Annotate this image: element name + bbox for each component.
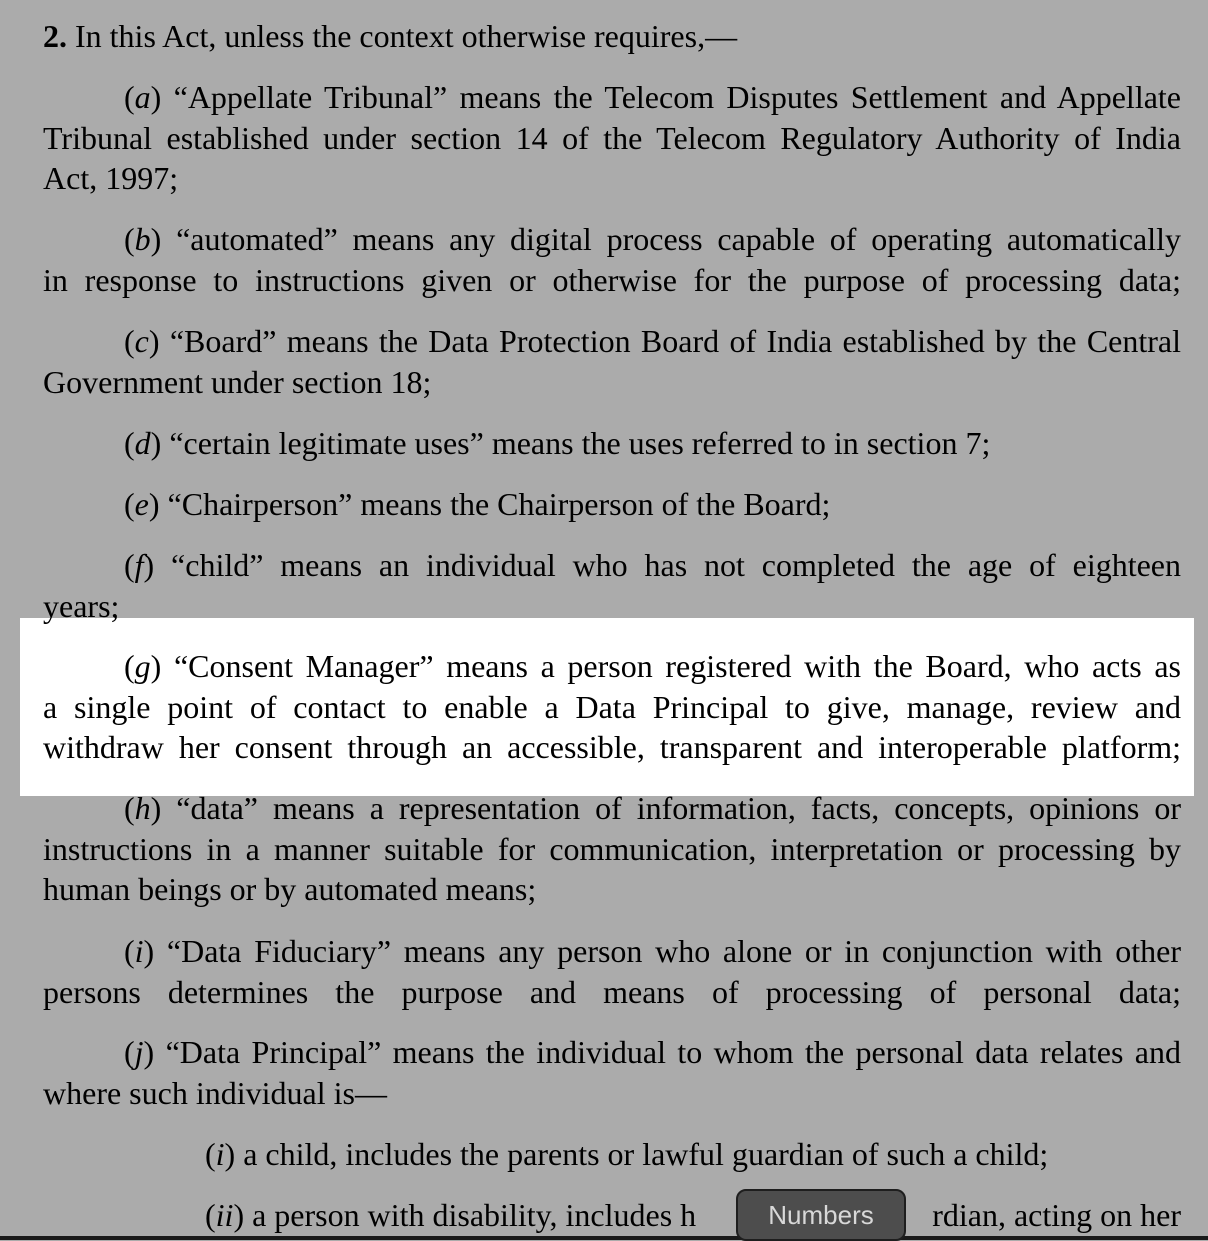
subclause-j-i-line-1: (i) a child, includes the parents or lawful guardian of such a child; [205, 1136, 1049, 1172]
section-intro: 2. In this Act, unless the context otherwise requires,— [43, 18, 738, 54]
clause-j-line-1: (j) “Data Principal” means the individual to whom the personal data relates and [124, 1034, 1181, 1070]
subclause-j-ii-line-1-end: rdian, acting on her [932, 1197, 1181, 1233]
clause-b-line-1: (b) “automated” means any digital process capable of operating automatically [124, 221, 1181, 257]
clause-a-line-3: Act, 1997; [43, 160, 179, 196]
clause-f-line-1: (f) “child” means an individual who has not completed the age of eighteen [124, 547, 1181, 583]
clause-a-line-1: (a) “Appellate Tribunal” means the Telecom Disputes Settlement and Appellate [124, 79, 1181, 115]
clause-b-line-2: in response to instructions given or otherwise for the purpose of processing data; [43, 262, 1181, 298]
clause-c-line-2: Government under section 18; [43, 364, 432, 400]
clause-g-line-1: (g) “Consent Manager” means a person registered with the Board, who acts as [124, 648, 1181, 684]
numbers-tooltip: Numbers [736, 1189, 906, 1241]
clause-e-line-1: (e) “Chairperson” means the Chairperson of the Board; [124, 486, 831, 522]
subclause-j-ii-line-1-start: (ii) a person with disability, includes h [205, 1197, 697, 1233]
clause-h-line-1: (h) “data” means a representation of information, facts, concepts, opinions or [124, 790, 1181, 826]
clause-d-line-1: (d) “certain legitimate uses” means the uses referred to in section 7; [124, 425, 991, 461]
clause-g-line-2: a single point of contact to enable a Data Principal to give, manage, review and [43, 689, 1181, 725]
clause-h-line-2: instructions in a manner suitable for communication, interpretation or processing by [43, 831, 1181, 867]
clause-f-line-2: years; [43, 588, 120, 624]
page-bottom-edge [0, 1236, 1208, 1240]
clause-i-line-1: (i) “Data Fiduciary” means any person who alone or in conjunction with other [124, 933, 1181, 969]
clause-c-line-1: (c) “Board” means the Data Protection Board of India established by the Central [124, 323, 1181, 359]
clause-j-line-2: where such individual is— [43, 1075, 387, 1111]
clause-i-line-2: persons determines the purpose and means of processing of personal data; [43, 974, 1181, 1010]
clause-h-line-3: human beings or by automated means; [43, 871, 537, 907]
clause-a-line-2: Tribunal established under section 14 of the Telecom Regulatory Authority of India [43, 120, 1181, 156]
clause-g-line-3: withdraw her consent through an accessible, transparent and interoperable platform; [43, 729, 1181, 765]
